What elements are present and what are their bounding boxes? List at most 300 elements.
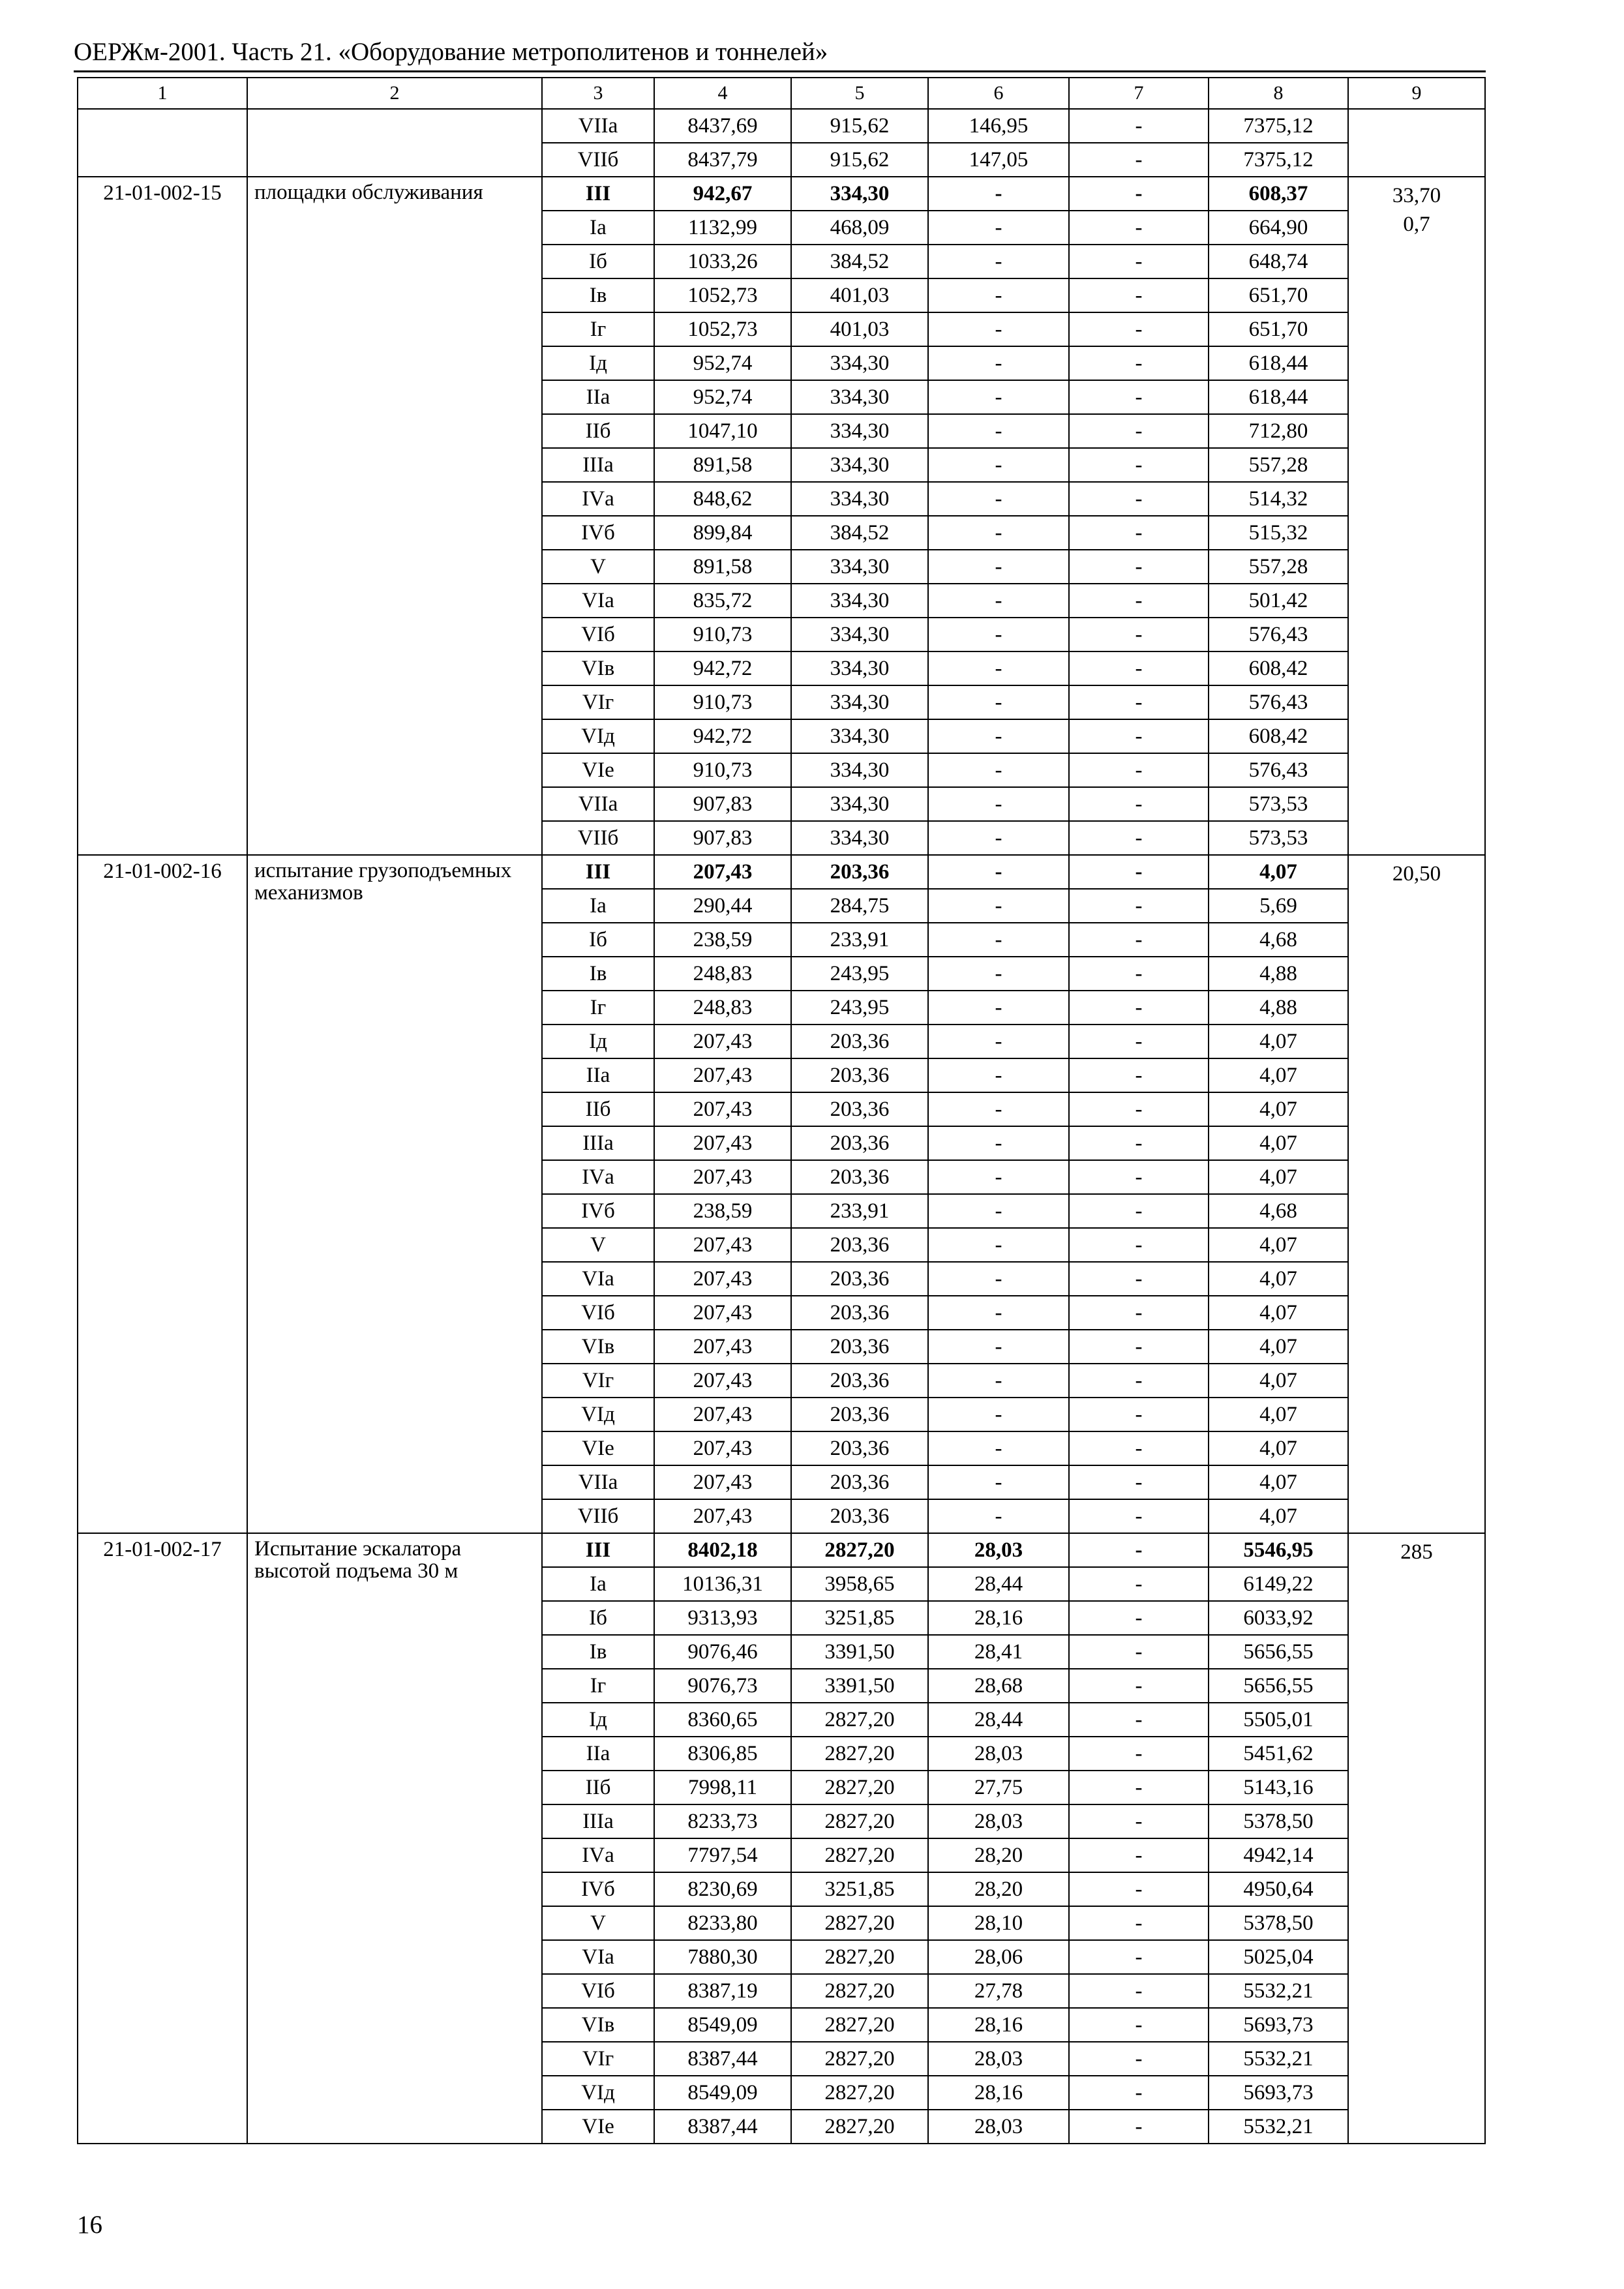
col7-cell: - [1069,1431,1209,1465]
col5-cell: 334,30 [791,346,928,380]
col4-cell: 207,43 [654,1262,791,1296]
col8-cell: 5025,04 [1209,1940,1348,1974]
col7-cell: - [1069,719,1209,753]
col7-cell: - [1069,1499,1209,1533]
zone-cell: Iд [542,1025,654,1058]
col7-cell: - [1069,584,1209,618]
zone-cell: VIIб [542,821,654,855]
col6-cell: - [928,1126,1069,1160]
col7-cell: - [1069,177,1209,211]
col8-cell: 651,70 [1209,278,1348,312]
col6-cell: - [928,651,1069,685]
col7-cell: - [1069,753,1209,787]
col4-cell: 942,67 [654,177,791,211]
col6-cell: - [928,719,1069,753]
col5-cell: 203,36 [791,1296,928,1330]
col4-cell: 8437,79 [654,143,791,177]
zone-cell: VIе [542,1431,654,1465]
col4-cell: 907,83 [654,787,791,821]
col4-cell: 952,74 [654,380,791,414]
col7-cell: - [1069,1160,1209,1194]
col8-cell: 4,07 [1209,1499,1348,1533]
col8-cell: 4,07 [1209,1465,1348,1499]
col7-cell: - [1069,1126,1209,1160]
col4-cell: 8387,44 [654,2042,791,2076]
col7-cell: - [1069,1635,1209,1669]
col8-cell: 5656,55 [1209,1635,1348,1669]
col8-cell: 5532,21 [1209,1974,1348,2008]
col8-cell: 4,07 [1209,1058,1348,1092]
col4-cell: 8233,80 [654,1906,791,1940]
col5-cell: 2827,20 [791,1533,928,1567]
col4-cell: 207,43 [654,1025,791,1058]
col6-cell: - [928,1398,1069,1431]
col5-cell: 2827,20 [791,1804,928,1838]
col4-cell: 207,43 [654,1092,791,1126]
zone-cell: VIв [542,2008,654,2042]
col7-cell: - [1069,1872,1209,1906]
zone-cell: VIб [542,618,654,651]
col5-cell: 3251,85 [791,1872,928,1906]
zone-cell: VIIа [542,1465,654,1499]
zone-cell: Iв [542,957,654,991]
zone-cell: VIе [542,753,654,787]
col4-cell: 238,59 [654,923,791,957]
col4-cell: 207,43 [654,1126,791,1160]
col4-cell: 290,44 [654,889,791,923]
col7-cell: - [1069,2008,1209,2042]
zone-cell: IVб [542,516,654,550]
col7-cell: - [1069,1025,1209,1058]
zone-cell: VIа [542,584,654,618]
zone-cell: IIIа [542,1126,654,1160]
col6-cell: 28,16 [928,2076,1069,2110]
column-number: 9 [1348,78,1485,109]
col7-cell: - [1069,346,1209,380]
col8-cell: 664,90 [1209,211,1348,245]
col7-cell: - [1069,312,1209,346]
col4-cell: 8306,85 [654,1737,791,1771]
col5-cell: 401,03 [791,278,928,312]
col7-cell: - [1069,550,1209,584]
zone-cell: Iб [542,245,654,278]
col8-cell: 608,37 [1209,177,1348,211]
col8-cell: 557,28 [1209,550,1348,584]
col4-cell: 7880,30 [654,1940,791,1974]
col6-cell: - [928,1330,1069,1364]
col8-cell: 4,88 [1209,991,1348,1025]
col4-cell: 8360,65 [654,1703,791,1737]
col6-cell: - [928,414,1069,448]
col8-cell: 5505,01 [1209,1703,1348,1737]
zone-cell: VIIа [542,109,654,143]
col6-cell: 28,20 [928,1872,1069,1906]
rate-code: 21-01-002-17 [78,1533,247,2144]
col5-cell: 233,91 [791,1194,928,1228]
col7-cell: - [1069,787,1209,821]
col8-cell: 4,07 [1209,1262,1348,1296]
col8-cell: 4,07 [1209,1398,1348,1431]
col4-cell: 1052,73 [654,312,791,346]
col6-cell: 28,20 [928,1838,1069,1872]
col4-cell: 8549,09 [654,2008,791,2042]
col6-cell: 28,68 [928,1669,1069,1703]
col6-cell: 28,03 [928,1737,1069,1771]
col5-cell: 203,36 [791,1465,928,1499]
zone-cell: VIд [542,719,654,753]
col5-cell: 2827,20 [791,1906,928,1940]
col6-cell: - [928,380,1069,414]
col6-cell: - [928,923,1069,957]
col8-cell: 5,69 [1209,889,1348,923]
col7-cell: - [1069,109,1209,143]
zone-cell: Iб [542,1601,654,1635]
col9-value: 0,7 [1403,213,1430,236]
col6-cell: 28,03 [928,2042,1069,2076]
col6-cell: - [928,482,1069,516]
col7-cell: - [1069,1330,1209,1364]
col5-cell: 203,36 [791,855,928,889]
col7-cell: - [1069,211,1209,245]
col8-cell: 4,07 [1209,855,1348,889]
col4-cell: 248,83 [654,957,791,991]
col8-cell: 608,42 [1209,719,1348,753]
col9-value: 33,70 [1392,184,1441,207]
zone-cell: IIб [542,1092,654,1126]
col6-cell: - [928,1058,1069,1092]
col8-cell: 5693,73 [1209,2076,1348,2110]
col5-cell: 3391,50 [791,1635,928,1669]
col7-cell: - [1069,991,1209,1025]
col4-cell: 952,74 [654,346,791,380]
col4-cell: 942,72 [654,651,791,685]
zone-cell: III [542,855,654,889]
table-row [78,1533,1485,1567]
zone-cell: VIIб [542,1499,654,1533]
column-number: 8 [1209,78,1348,109]
col7-cell: - [1069,2110,1209,2144]
col5-cell: 334,30 [791,584,928,618]
col7-cell: - [1069,2042,1209,2076]
zone-cell: VIб [542,1974,654,2008]
zone-cell: IVа [542,1838,654,1872]
work-name: испытание грузоподъемных механизмов [247,855,542,1533]
col7-cell: - [1069,1601,1209,1635]
col8-cell: 651,70 [1209,312,1348,346]
col5-cell: 3391,50 [791,1669,928,1703]
col7-cell: - [1069,245,1209,278]
col6-cell: - [928,855,1069,889]
work-name: Испытание эскалатора высотой подъема 30 м [247,1533,542,2144]
col8-cell: 5143,16 [1209,1771,1348,1804]
col8-cell: 514,32 [1209,482,1348,516]
zone-cell: VIг [542,685,654,719]
col5-cell: 334,30 [791,651,928,685]
col8-cell: 5378,50 [1209,1804,1348,1838]
col6-cell: - [928,1194,1069,1228]
col7-cell: - [1069,1364,1209,1398]
col7-cell: - [1069,1974,1209,2008]
col5-cell: 2827,20 [791,2076,928,2110]
col6-cell: - [928,278,1069,312]
col4-cell: 910,73 [654,685,791,719]
col6-cell: - [928,550,1069,584]
col6-cell: 28,16 [928,1601,1069,1635]
page-number: 16 [77,2211,102,2239]
col6-cell: - [928,753,1069,787]
col7-cell: - [1069,1058,1209,1092]
col4-cell: 942,72 [654,719,791,753]
zone-cell: Iд [542,1703,654,1737]
zone-cell: Iб [542,923,654,957]
table-row [78,177,1485,211]
col5-cell: 203,36 [791,1092,928,1126]
col6-cell: - [928,211,1069,245]
col7-cell: - [1069,1703,1209,1737]
col8-cell: 5378,50 [1209,1906,1348,1940]
col5-cell: 203,36 [791,1262,928,1296]
col7-cell: - [1069,1567,1209,1601]
col6-cell: - [928,1025,1069,1058]
col7-cell: - [1069,618,1209,651]
col5-cell: 334,30 [791,414,928,448]
col4-cell: 899,84 [654,516,791,550]
col6-cell: - [928,889,1069,923]
col4-cell: 9076,73 [654,1669,791,1703]
zone-cell: Iа [542,889,654,923]
zone-cell: III [542,1533,654,1567]
col5-cell: 2827,20 [791,1974,928,2008]
zone-cell: IVб [542,1872,654,1906]
col4-cell: 207,43 [654,1058,791,1092]
col8-cell: 4,07 [1209,1126,1348,1160]
col5-cell: 203,36 [791,1228,928,1262]
zone-cell: Iв [542,1635,654,1669]
col8-cell: 4,07 [1209,1092,1348,1126]
col4-cell: 8387,19 [654,1974,791,2008]
zone-cell: V [542,1906,654,1940]
col8-cell: 4,07 [1209,1025,1348,1058]
col6-cell: - [928,448,1069,482]
rate-code: 21-01-002-16 [78,855,247,1533]
col8-cell: 515,32 [1209,516,1348,550]
col7-cell: - [1069,1092,1209,1126]
col5-cell: 2827,20 [791,1737,928,1771]
zone-cell: VIIб [542,143,654,177]
col6-cell: 28,03 [928,1804,1069,1838]
col6-cell: - [928,584,1069,618]
col7-cell: - [1069,1398,1209,1431]
zone-cell: VIг [542,2042,654,2076]
col6-cell: - [928,1262,1069,1296]
col5-cell: 334,30 [791,753,928,787]
col6-cell: - [928,1364,1069,1398]
column-number-row [78,78,1485,109]
col5-cell: 334,30 [791,380,928,414]
col6-cell: - [928,618,1069,651]
col5-cell: 203,36 [791,1431,928,1465]
col5-cell: 468,09 [791,211,928,245]
zone-cell: VIа [542,1262,654,1296]
zone-cell: IVа [542,482,654,516]
col8-cell: 573,53 [1209,821,1348,855]
zone-cell: VIе [542,2110,654,2144]
col5-cell: 203,36 [791,1398,928,1431]
col8-cell: 576,43 [1209,618,1348,651]
zone-cell: IIIа [542,1804,654,1838]
col7-cell: - [1069,923,1209,957]
col4-cell: 207,43 [654,1431,791,1465]
col8-cell: 4,88 [1209,957,1348,991]
col4-cell: 891,58 [654,448,791,482]
col4-cell: 907,83 [654,821,791,855]
col7-cell: - [1069,1737,1209,1771]
col6-cell: - [928,312,1069,346]
zone-cell: VIв [542,651,654,685]
col8-cell: 7375,12 [1209,109,1348,143]
col6-cell: - [928,1092,1069,1126]
col5-cell: 2827,20 [791,1940,928,1974]
col4-cell: 10136,31 [654,1567,791,1601]
header-rule [74,70,1486,72]
col8-cell: 6033,92 [1209,1601,1348,1635]
col9-cell [1348,109,1485,177]
col7-cell: - [1069,1465,1209,1499]
col7-cell: - [1069,1906,1209,1940]
col6-cell: - [928,1465,1069,1499]
col5-cell: 334,30 [791,821,928,855]
col5-cell: 334,30 [791,618,928,651]
zone-cell: Iа [542,1567,654,1601]
col4-cell: 207,43 [654,1330,791,1364]
col5-cell: 2827,20 [791,1838,928,1872]
col4-cell: 238,59 [654,1194,791,1228]
col4-cell: 891,58 [654,550,791,584]
col4-cell: 910,73 [654,753,791,787]
col8-cell: 4,07 [1209,1228,1348,1262]
col7-cell: - [1069,651,1209,685]
zone-cell: IIб [542,1771,654,1804]
zone-cell: V [542,550,654,584]
col4-cell: 207,43 [654,1465,791,1499]
col8-cell: 6149,22 [1209,1567,1348,1601]
col7-cell: - [1069,143,1209,177]
col4-cell: 207,43 [654,1160,791,1194]
col7-cell: - [1069,821,1209,855]
work-name [247,109,542,177]
col7-cell: - [1069,685,1209,719]
column-number: 4 [654,78,791,109]
table-header [78,78,1485,109]
col4-cell: 8230,69 [654,1872,791,1906]
col5-cell: 243,95 [791,957,928,991]
table-row [78,855,1485,889]
col7-cell: - [1069,1194,1209,1228]
col8-cell: 576,43 [1209,685,1348,719]
col6-cell: - [928,1431,1069,1465]
column-number: 2 [247,78,542,109]
col5-cell: 915,62 [791,109,928,143]
zone-cell: VIб [542,1296,654,1330]
col6-cell: - [928,245,1069,278]
zone-cell: V [542,1228,654,1262]
zone-cell: Iв [542,278,654,312]
col5-cell: 334,30 [791,550,928,584]
col7-cell: - [1069,1771,1209,1804]
col4-cell: 1047,10 [654,414,791,448]
col4-cell: 1132,99 [654,211,791,245]
zone-cell: Iд [542,346,654,380]
col6-cell: - [928,1499,1069,1533]
col4-cell: 248,83 [654,991,791,1025]
col7-cell: - [1069,1940,1209,1974]
col8-cell: 4,68 [1209,1194,1348,1228]
col5-cell: 203,36 [791,1364,928,1398]
zone-cell: IIб [542,414,654,448]
col5-cell: 384,52 [791,516,928,550]
col8-cell: 4,07 [1209,1330,1348,1364]
rate-code: 21-01-002-15 [78,177,247,855]
column-number: 6 [928,78,1069,109]
col4-cell: 7797,54 [654,1838,791,1872]
col7-cell: - [1069,1669,1209,1703]
col4-cell: 8402,18 [654,1533,791,1567]
col6-cell: - [928,177,1069,211]
col6-cell: 146,95 [928,109,1069,143]
column-number: 5 [791,78,928,109]
col7-cell: - [1069,1228,1209,1262]
col8-cell: 5532,21 [1209,2042,1348,2076]
col7-cell: - [1069,1838,1209,1872]
col4-cell: 835,72 [654,584,791,618]
col8-cell: 7375,12 [1209,143,1348,177]
col5-cell: 334,30 [791,787,928,821]
col4-cell: 7998,11 [654,1771,791,1804]
col7-cell: - [1069,278,1209,312]
col5-cell: 203,36 [791,1499,928,1533]
col8-cell: 5546,95 [1209,1533,1348,1567]
col8-cell: 712,80 [1209,414,1348,448]
col4-cell: 207,43 [654,1364,791,1398]
col6-cell: 147,05 [928,143,1069,177]
col6-cell: - [928,1160,1069,1194]
col8-cell: 576,43 [1209,753,1348,787]
col4-cell: 8233,73 [654,1804,791,1838]
col9-cell [1348,855,1485,1533]
col6-cell: 28,44 [928,1703,1069,1737]
page-header: ОЕРЖм-2001. Часть 21. «Оборудование метрополитенов и тоннелей» [74,38,828,66]
col6-cell: - [928,957,1069,991]
col5-cell: 915,62 [791,143,928,177]
col7-cell: - [1069,2076,1209,2110]
zone-cell: Iг [542,991,654,1025]
col8-cell: 5693,73 [1209,2008,1348,2042]
col6-cell: - [928,787,1069,821]
col5-cell: 243,95 [791,991,928,1025]
col5-cell: 2827,20 [791,2110,928,2144]
col8-cell: 5532,21 [1209,2110,1348,2144]
col5-cell: 2827,20 [791,1771,928,1804]
col5-cell: 203,36 [791,1058,928,1092]
col5-cell: 334,30 [791,482,928,516]
col8-cell: 5451,62 [1209,1737,1348,1771]
col5-cell: 2827,20 [791,2042,928,2076]
col6-cell: 27,75 [928,1771,1069,1804]
col8-cell: 4,07 [1209,1296,1348,1330]
zone-cell: Iг [542,312,654,346]
col5-cell: 203,36 [791,1126,928,1160]
col8-cell: 4,68 [1209,923,1348,957]
